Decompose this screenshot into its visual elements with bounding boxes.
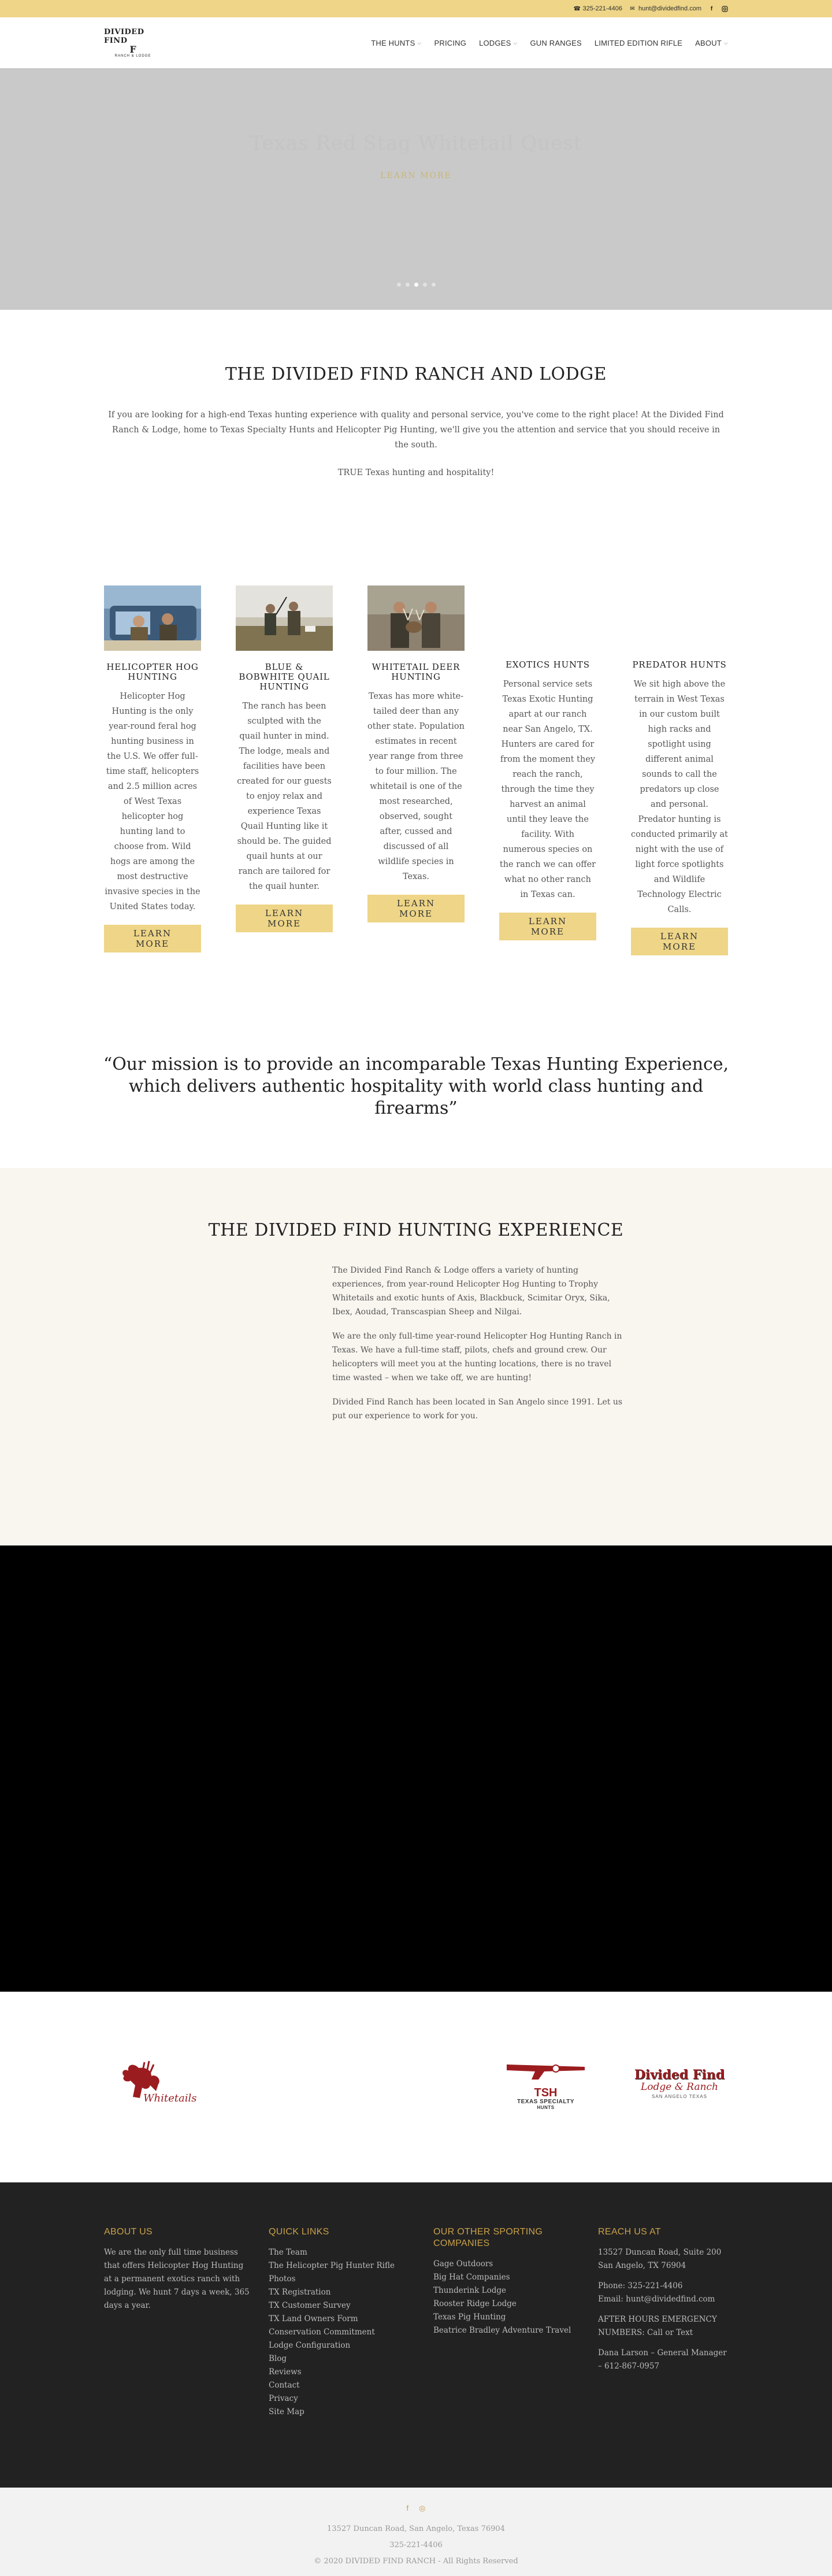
hunt-title: BLUE & BOBWHITE QUAIL HUNTING	[239, 662, 330, 692]
slider-dot[interactable]	[406, 283, 410, 287]
intro-paragraph: If you are looking for a high-end Texas hunting experience with quality and personal service, you've come to the right place! At the Divided Find Ranch & Lodge, home to Texas Specialty Hunts and Helicopter Pig Hunting, we'll give you the attention and service that you should receive in the south.	[108, 410, 724, 450]
nav-label: LODGES	[479, 38, 511, 47]
hunt-text: Personal service sets Texas Exotic Hunting apart at our ranch near San Angelo, TX. Hunters are cared for from the moment they reach the ranch, through the time they harvest an animal until they leave the facility. With numerous species on the ranch we can offer what no other ranch in Texas can.	[499, 680, 596, 899]
nav-label: GUN RANGES	[530, 38, 582, 47]
footer-other-companies	[433, 2226, 598, 2419]
quick-link[interactable]: The Team	[269, 2248, 307, 2257]
intro-title: THE DIVIDED FIND RANCH AND LODGE	[225, 364, 607, 384]
topbar-email-text: hunt@dividedfind.com	[638, 5, 701, 12]
hunt-text: We sit high above the terrain in West Texas in our custom built high racks and spotlight using different animal sounds to call the predators up close and personal. Predator hunting is conducted primarily at night with the use of light force spotlights and Wildlife Technology Electric Calls.	[631, 680, 728, 914]
hunt-title: HELICOPTER HOG HUNTING	[106, 662, 199, 682]
quick-link[interactable]: Contact	[269, 2381, 300, 2390]
footer-quick-links	[269, 2226, 433, 2419]
topbar-email[interactable]	[629, 5, 701, 12]
instagram-icon[interactable]	[722, 6, 728, 12]
whitetails-logo-text: Whitetails	[143, 2092, 197, 2104]
hunt-card-quail	[236, 585, 333, 932]
hunt-title: EXOTICS HUNTS	[506, 659, 590, 670]
learn-more-button[interactable]: LEARN MORE	[367, 895, 465, 922]
logo-line3: RANCH & LODGE	[114, 54, 151, 58]
mission-quote: “Our mission is to provide an incomparable Texas Hunting Experience, which delivers authentic hospitality with world class hunting and firearms”	[103, 1054, 729, 1118]
bottom-social	[0, 2504, 832, 2513]
facebook-icon[interactable]: f	[710, 5, 713, 12]
slider-dot[interactable]	[432, 283, 436, 287]
experience-paragraph: The Divided Find Ranch & Lodge offers a variety of hunting experiences, from year-round Helicopter Hog Hunting to Trophy Whitetails and exotic hunts of Axis, Blackbuck, Scimitar Oryx, Sika, Ibex, Aoudad, Transcaspian Sheep and Nilgai.	[332, 1266, 610, 1317]
tsh-sub-text: TEXAS SPECIALTY	[517, 2099, 574, 2105]
footer-other-title: OUR OTHER SPORTING COMPANIES	[433, 2227, 543, 2248]
learn-more-button[interactable]: LEARN MORE	[631, 928, 728, 955]
experience-title: THE DIVIDED FIND HUNTING EXPERIENCE	[208, 1220, 624, 1240]
nav-the-hunts[interactable]	[371, 39, 421, 47]
footer-reach-title: REACH US AT	[598, 2227, 661, 2237]
hunt-card-whitetail	[367, 585, 465, 922]
quick-links-list	[269, 2246, 416, 2419]
nav-label: THE HUNTS	[371, 38, 415, 47]
bottom-phone: 325-221-4406	[389, 2541, 443, 2549]
experience-paragraph: We are the only full-time year-round Helicopter Hog Hunting Ranch in Texas. We have a full-time staff, pilots, chefs and ground crew. Our helicopters will meet you at the hunting locations, there is no travel time wasted – when we take off, we are hunting!	[332, 1332, 622, 1382]
company-link[interactable]: Big Hat Companies	[433, 2273, 510, 2282]
quick-link[interactable]: Site Map	[269, 2407, 304, 2416]
quick-link[interactable]: TX Customer Survey	[269, 2301, 351, 2310]
other-companies-list	[433, 2258, 581, 2337]
footer-address2: San Angelo, TX 76904	[598, 2261, 686, 2270]
footer-about	[104, 2226, 269, 2419]
bottom-address: 13527 Duncan Road, San Angelo, Texas 76904	[327, 2525, 505, 2533]
hero-slider	[0, 68, 832, 310]
quick-link[interactable]: TX Registration	[269, 2288, 331, 2297]
hunt-card-predator	[631, 585, 728, 955]
hunt-card-exotics	[499, 585, 596, 940]
learn-more-button[interactable]: LEARN MORE	[236, 905, 333, 932]
quick-link[interactable]: TX Land Owners Form	[269, 2314, 358, 2323]
topbar-phone-text: 325-221-4406	[582, 5, 622, 12]
hero-title: Texas Red Stag Whitetail Quest	[250, 132, 582, 155]
texas-specialty-hunts-logo[interactable]	[504, 2059, 588, 2110]
logo-line1: DIVIDED FIND	[104, 28, 144, 45]
facebook-icon[interactable]: f	[406, 2504, 409, 2512]
intro-tagline: TRUE Texas hunting and hospitality!	[337, 468, 495, 477]
dfl-small-text: SAN ANGELO TEXAS	[652, 2094, 707, 2099]
slider-dot[interactable]	[397, 283, 401, 287]
intro-section	[0, 310, 832, 516]
nav-about[interactable]	[695, 39, 728, 47]
hunt-text: Helicopter Hog Hunting is the only year-round feral hog hunting business in the U.S. We offer full-time staff, helicopters and 2.5 million acres of West Texas helicopter hog hunting land to choose from. Wild hogs are among the most destructive invasive species in the United States today.	[105, 692, 200, 911]
nav-lodges[interactable]	[479, 39, 517, 47]
instagram-icon[interactable]: ◎	[419, 2504, 426, 2512]
tsh-sub2-text: HUNTS	[537, 2105, 555, 2110]
chevron-down-icon: ⌵	[723, 39, 728, 46]
envelope-icon: ✉	[630, 5, 635, 12]
nav-pricing[interactable]	[434, 39, 466, 47]
footer-about-text: We are the only full time business that offers Helicopter Hog Hunting at a permanent exotics ranch with lodging. We hunt 7 days a week, 365 days a year.	[104, 2248, 250, 2310]
experience-paragraph: Divided Find Ranch has been located in San Angelo since 1991. Let us put our experience to work for you.	[332, 1398, 623, 1421]
quick-link[interactable]: Photos	[269, 2274, 296, 2284]
company-link[interactable]: Gage Outdoors	[433, 2259, 493, 2269]
hunt-title: PREDATOR HUNTS	[632, 659, 727, 670]
company-link[interactable]: Texas Pig Hunting	[433, 2312, 506, 2322]
nav-label: ABOUT	[695, 38, 722, 47]
slider-dots	[0, 283, 832, 287]
chevron-down-icon: ⌵	[417, 39, 422, 46]
image-placeholder	[631, 585, 728, 660]
logo-line2: F	[129, 44, 136, 55]
quick-link[interactable]: Reviews	[269, 2367, 302, 2377]
hunts-section	[0, 516, 832, 1007]
slider-dot[interactable]	[423, 283, 427, 287]
footer-about-title: ABOUT US	[104, 2227, 153, 2237]
bottom-copyright: © 2020 DIVIDED FIND RANCH - All Rights Reserved	[314, 2557, 518, 2566]
footer-reach-us	[598, 2226, 728, 2419]
footer-quick-links-title: QUICK LINKS	[269, 2227, 329, 2237]
quick-link[interactable]: Lodge Configuration	[269, 2341, 351, 2350]
footer-manager: Dana Larson – General Manager – 612-867-0957	[598, 2348, 727, 2371]
site-footer	[0, 2182, 832, 2488]
mission-section	[0, 1007, 832, 1168]
quick-link[interactable]: Conservation Commitment	[269, 2327, 375, 2337]
divided-find-lodge-logo[interactable]	[633, 2068, 726, 2099]
site-header	[0, 17, 832, 68]
dfl-sub-text: Lodge & Ranch	[640, 2081, 719, 2093]
whitetails-logo-graphic	[116, 2056, 188, 2117]
experience-section	[0, 1168, 832, 1545]
hunt-title: WHITETAIL DEER HUNTING	[372, 662, 460, 682]
whitetail-hunters-photo	[367, 585, 465, 651]
hero-learn-more-button[interactable]: LEARN MORE	[380, 171, 452, 180]
learn-more-button[interactable]: LEARN MORE	[104, 925, 201, 952]
top-bar	[0, 0, 832, 17]
company-link[interactable]: Beatrice Bradley Adventure Travel	[433, 2326, 571, 2335]
hunt-text: The ranch has been sculpted with the quail hunter in mind. The lodge, meals and facilities have been created for our guests to enjoy relax and experience Texas Quail Hunting like it should be. The guided quail hunts at our ranch are tailored for the quail hunter.	[237, 702, 332, 891]
helicopter-hog-hunters-photo	[104, 585, 201, 651]
quick-link[interactable]: Blog	[269, 2354, 287, 2363]
footer-email[interactable]: Email: hunt@dividedfind.com	[598, 2295, 715, 2304]
site-logo[interactable]	[104, 27, 162, 59]
bottom-bar	[0, 2488, 832, 2576]
footer-address1: 13527 Duncan Road, Suite 200	[598, 2248, 722, 2257]
video-player[interactable]	[0, 1545, 832, 1992]
tsh-main-text: TSH	[534, 2086, 558, 2099]
company-link[interactable]: Rooster Ridge Lodge	[433, 2299, 517, 2308]
nav-gun-ranges[interactable]	[530, 39, 581, 47]
experience-text	[332, 1263, 624, 1423]
partner-logos	[0, 1992, 832, 2182]
nav-label: LIMITED EDITION RIFLE	[594, 38, 683, 47]
phone-icon: ☎	[573, 5, 581, 12]
hunt-text: Texas has more white-tailed deer than any other state. Population estimates in recent year range from three to four million. The whitetail is one of the most researched, observed, sought after, cussed and discussed of all wildlife species in Texas.	[367, 692, 465, 881]
dfl-main-text: Divided Find	[634, 2067, 725, 2082]
nav-label: PRICING	[434, 38, 467, 47]
footer-after-hours: AFTER HOURS EMERGENCY NUMBERS: Call or Text	[598, 2315, 717, 2337]
quick-link[interactable]: Privacy	[269, 2394, 298, 2403]
company-link[interactable]: Thunderink Lodge	[433, 2286, 507, 2295]
main-nav	[371, 39, 728, 47]
hunt-card-helicopter-hog	[104, 585, 201, 952]
quail-hunters-photo	[236, 585, 333, 651]
tsh-rifle-graphic	[504, 2059, 588, 2085]
footer-phone[interactable]: Phone: 325-221-4406	[598, 2281, 683, 2290]
image-placeholder	[499, 585, 596, 660]
topbar-phone[interactable]	[573, 5, 622, 12]
learn-more-button[interactable]: LEARN MORE	[499, 913, 596, 940]
nav-limited-edition-rifle[interactable]	[595, 39, 682, 47]
slider-dot-active[interactable]	[414, 283, 418, 287]
quick-link[interactable]: The Helicopter Pig Hunter Rifle	[269, 2261, 395, 2270]
whitetails-logo[interactable]	[116, 2056, 197, 2119]
chevron-down-icon: ⌵	[513, 39, 518, 46]
